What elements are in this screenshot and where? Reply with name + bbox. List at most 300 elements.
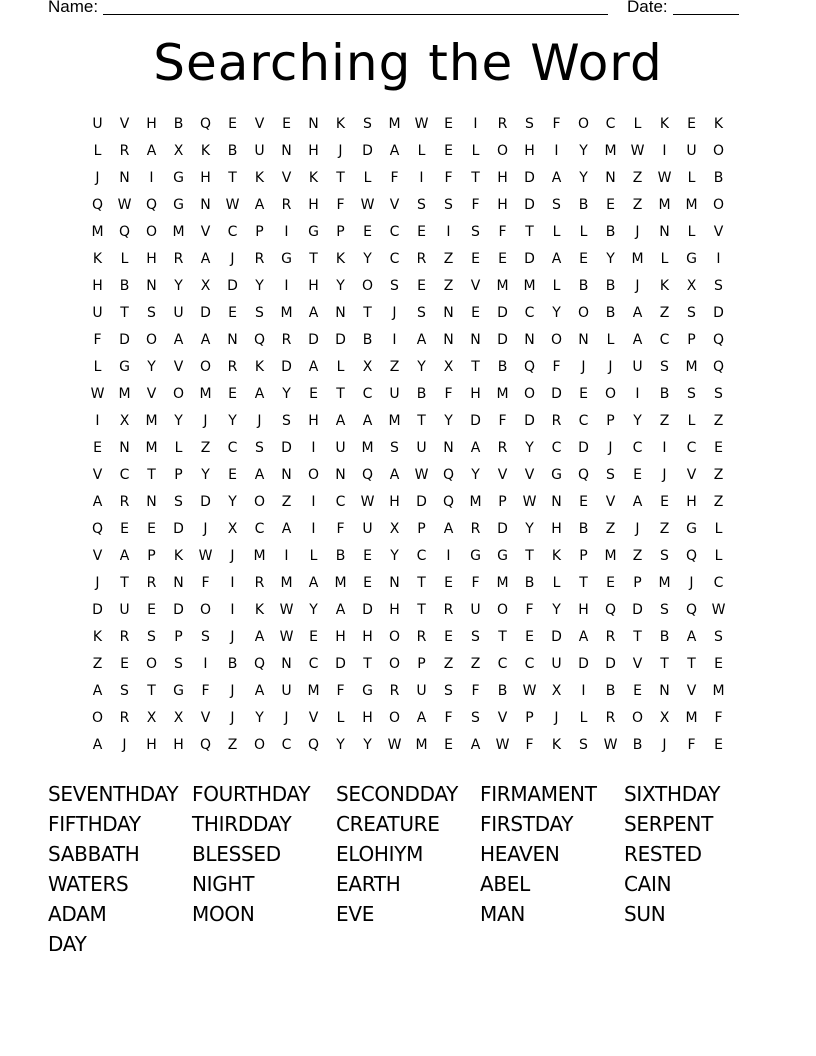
grid-letter[interactable]: M	[145, 440, 158, 456]
grid-letter[interactable]: I	[311, 440, 316, 456]
grid-letter[interactable]: K	[254, 602, 265, 618]
grid-letter[interactable]: A	[389, 143, 400, 159]
grid-letter[interactable]: R	[443, 602, 454, 618]
grid-letter[interactable]: E	[417, 224, 426, 240]
grid-letter[interactable]: J	[95, 575, 100, 591]
grid-letter[interactable]: V	[686, 467, 697, 483]
grid-letter[interactable]: I	[446, 548, 451, 564]
grid-letter[interactable]: O	[388, 656, 401, 672]
grid-letter[interactable]: T	[120, 575, 129, 591]
grid-letter[interactable]: M	[604, 548, 617, 564]
grid-letter[interactable]: R	[281, 332, 292, 348]
grid-letter[interactable]: M	[361, 440, 374, 456]
grid-letter[interactable]: J	[608, 440, 613, 456]
grid-letter[interactable]: V	[470, 278, 481, 294]
grid-letter[interactable]: O	[712, 197, 725, 213]
grid-letter[interactable]: E	[444, 116, 453, 132]
grid-letter[interactable]: H	[524, 143, 535, 159]
grid-letter[interactable]: G	[281, 251, 292, 267]
grid-letter[interactable]: D	[173, 521, 184, 537]
grid-letter[interactable]: O	[145, 224, 158, 240]
grid-letter[interactable]: E	[417, 278, 426, 294]
grid-letter[interactable]: U	[119, 602, 130, 618]
grid-letter[interactable]: F	[201, 575, 210, 591]
grid-letter[interactable]: I	[419, 170, 424, 186]
grid-letter[interactable]: Q	[253, 656, 266, 672]
grid-letter[interactable]: T	[336, 386, 345, 402]
grid-letter[interactable]: O	[496, 143, 509, 159]
grid-letter[interactable]: H	[173, 737, 184, 753]
grid-letter[interactable]: V	[281, 170, 292, 186]
grid-letter[interactable]: L	[552, 224, 561, 240]
grid-letter[interactable]: Z	[605, 521, 616, 537]
grid-letter[interactable]: S	[606, 467, 615, 483]
grid-letter[interactable]: J	[230, 629, 235, 645]
grid-letter[interactable]: G	[497, 548, 508, 564]
grid-letter[interactable]: E	[579, 386, 588, 402]
grid-letter[interactable]: D	[281, 440, 292, 456]
grid-letter[interactable]: A	[254, 197, 265, 213]
grid-letter[interactable]: B	[497, 359, 508, 375]
grid-letter[interactable]: H	[389, 494, 400, 510]
grid-letter[interactable]: T	[525, 224, 534, 240]
grid-letter[interactable]: Q	[523, 359, 536, 375]
grid-letter[interactable]: R	[605, 629, 616, 645]
grid-letter[interactable]: D	[497, 305, 508, 321]
grid-letter[interactable]: F	[471, 575, 480, 591]
grid-letter[interactable]: E	[363, 224, 372, 240]
grid-letter[interactable]: D	[92, 602, 103, 618]
grid-letter[interactable]: K	[335, 251, 346, 267]
grid-letter[interactable]: W	[279, 629, 294, 645]
grid-letter[interactable]: Z	[659, 305, 670, 321]
grid-letter[interactable]: H	[308, 278, 319, 294]
grid-letter[interactable]: A	[470, 737, 481, 753]
grid-letter[interactable]: D	[524, 251, 535, 267]
grid-letter[interactable]: C	[416, 548, 427, 564]
grid-letter[interactable]: H	[146, 737, 157, 753]
grid-letter[interactable]: Q	[361, 467, 374, 483]
grid-letter[interactable]: E	[471, 251, 480, 267]
grid-letter[interactable]: L	[687, 170, 696, 186]
grid-letter[interactable]: U	[173, 305, 184, 321]
grid-letter[interactable]: A	[92, 737, 103, 753]
grid-letter[interactable]: X	[362, 359, 373, 375]
grid-letter[interactable]: C	[308, 656, 319, 672]
grid-letter[interactable]: U	[281, 683, 292, 699]
grid-letter[interactable]: C	[335, 494, 346, 510]
grid-letter[interactable]: W	[360, 197, 375, 213]
grid-letter[interactable]: N	[443, 332, 454, 348]
grid-letter[interactable]: M	[307, 683, 320, 699]
grid-letter[interactable]: E	[606, 197, 615, 213]
grid-letter[interactable]: H	[470, 386, 481, 402]
grid-letter[interactable]: Y	[147, 359, 156, 375]
grid-letter[interactable]: L	[471, 143, 480, 159]
grid-letter[interactable]: C	[632, 440, 643, 456]
grid-letter[interactable]: W	[387, 737, 402, 753]
grid-letter[interactable]: E	[606, 575, 615, 591]
grid-letter[interactable]: L	[687, 224, 696, 240]
grid-letter[interactable]: T	[687, 656, 696, 672]
grid-letter[interactable]: F	[336, 521, 345, 537]
grid-letter[interactable]: S	[552, 197, 561, 213]
grid-letter[interactable]: D	[497, 332, 508, 348]
grid-letter[interactable]: E	[147, 521, 156, 537]
grid-letter[interactable]: N	[200, 197, 211, 213]
grid-letter[interactable]: J	[608, 359, 613, 375]
grid-letter[interactable]: D	[416, 494, 427, 510]
grid-letter[interactable]: A	[416, 332, 427, 348]
grid-letter[interactable]: I	[203, 656, 208, 672]
grid-letter[interactable]: I	[635, 386, 640, 402]
grid-letter[interactable]: K	[659, 116, 670, 132]
grid-letter[interactable]: A	[200, 332, 211, 348]
grid-letter[interactable]: A	[92, 683, 103, 699]
grid-letter[interactable]: O	[307, 467, 320, 483]
grid-letter[interactable]: M	[496, 575, 509, 591]
grid-letter[interactable]: N	[281, 656, 292, 672]
grid-letter[interactable]: W	[90, 386, 105, 402]
grid-letter[interactable]: W	[198, 548, 213, 564]
grid-letter[interactable]: F	[336, 197, 345, 213]
grid-letter[interactable]: F	[444, 710, 453, 726]
grid-letter[interactable]: D	[362, 143, 373, 159]
grid-letter[interactable]: N	[443, 440, 454, 456]
grid-letter[interactable]: E	[363, 575, 372, 591]
grid-letter[interactable]: A	[254, 467, 265, 483]
grid-letter[interactable]: C	[578, 413, 589, 429]
grid-letter[interactable]: C	[713, 575, 724, 591]
grid-letter[interactable]: D	[497, 521, 508, 537]
grid-letter[interactable]: D	[362, 602, 373, 618]
grid-letter[interactable]: Y	[255, 710, 264, 726]
grid-letter[interactable]: A	[281, 521, 292, 537]
grid-letter[interactable]: B	[605, 278, 616, 294]
grid-letter[interactable]: T	[417, 413, 426, 429]
grid-letter[interactable]: D	[200, 494, 211, 510]
grid-letter[interactable]: M	[523, 278, 536, 294]
grid-letter[interactable]: C	[227, 440, 238, 456]
grid-letter[interactable]: W	[117, 197, 132, 213]
grid-letter[interactable]: K	[92, 251, 103, 267]
grid-letter[interactable]: P	[579, 548, 588, 564]
grid-letter[interactable]: E	[714, 656, 723, 672]
grid-letter[interactable]: F	[471, 683, 480, 699]
grid-letter[interactable]: U	[416, 440, 427, 456]
grid-letter[interactable]: A	[443, 521, 454, 537]
grid-letter[interactable]: J	[338, 143, 343, 159]
grid-letter[interactable]: E	[633, 683, 642, 699]
grid-letter[interactable]: H	[497, 197, 508, 213]
grid-letter[interactable]: Y	[525, 521, 534, 537]
grid-letter[interactable]: T	[417, 602, 426, 618]
grid-letter[interactable]: T	[147, 467, 156, 483]
grid-letter[interactable]: E	[471, 305, 480, 321]
grid-letter[interactable]: D	[335, 332, 346, 348]
grid-letter[interactable]: A	[119, 548, 130, 564]
grid-letter[interactable]: S	[147, 629, 156, 645]
grid-letter[interactable]: I	[716, 251, 721, 267]
grid-letter[interactable]: M	[199, 386, 212, 402]
grid-letter[interactable]: C	[254, 521, 265, 537]
grid-letter[interactable]: Y	[552, 602, 561, 618]
grid-letter[interactable]: N	[335, 467, 346, 483]
grid-letter[interactable]: H	[92, 278, 103, 294]
grid-letter[interactable]: G	[686, 251, 697, 267]
grid-letter[interactable]: J	[635, 278, 640, 294]
grid-letter[interactable]: B	[173, 116, 184, 132]
grid-letter[interactable]: V	[200, 710, 211, 726]
grid-letter[interactable]: O	[604, 386, 617, 402]
grid-letter[interactable]: L	[336, 710, 345, 726]
grid-letter[interactable]: K	[713, 116, 724, 132]
grid-letter[interactable]: Q	[685, 602, 698, 618]
grid-letter[interactable]: M	[685, 710, 698, 726]
grid-letter[interactable]: O	[523, 386, 536, 402]
grid-letter[interactable]: J	[230, 683, 235, 699]
grid-letter[interactable]: L	[174, 440, 183, 456]
grid-letter[interactable]: O	[172, 386, 185, 402]
grid-letter[interactable]: S	[417, 197, 426, 213]
grid-letter[interactable]: K	[551, 737, 562, 753]
grid-letter[interactable]: H	[389, 602, 400, 618]
grid-letter[interactable]: C	[686, 440, 697, 456]
grid-letter[interactable]: Y	[201, 467, 210, 483]
grid-letter[interactable]: F	[552, 359, 561, 375]
grid-letter[interactable]: J	[662, 467, 667, 483]
grid-letter[interactable]: H	[335, 629, 346, 645]
grid-letter[interactable]: B	[362, 332, 373, 348]
grid-letter[interactable]: D	[605, 656, 616, 672]
grid-letter[interactable]: E	[687, 116, 696, 132]
grid-letter[interactable]: U	[416, 683, 427, 699]
grid-letter[interactable]: B	[578, 278, 589, 294]
grid-letter[interactable]: T	[228, 170, 237, 186]
grid-letter[interactable]: E	[309, 629, 318, 645]
grid-letter[interactable]: R	[281, 197, 292, 213]
grid-letter[interactable]: H	[200, 170, 211, 186]
grid-letter[interactable]: D	[524, 197, 535, 213]
grid-letter[interactable]: Y	[174, 413, 183, 429]
grid-letter[interactable]: F	[498, 224, 507, 240]
grid-letter[interactable]: T	[633, 629, 642, 645]
grid-letter[interactable]: L	[633, 116, 642, 132]
grid-letter[interactable]: Y	[363, 737, 372, 753]
grid-letter[interactable]: S	[201, 629, 210, 645]
grid-letter[interactable]: E	[444, 143, 453, 159]
grid-letter[interactable]: X	[173, 710, 184, 726]
grid-letter[interactable]: Z	[632, 197, 643, 213]
grid-letter[interactable]: V	[92, 548, 103, 564]
grid-letter[interactable]: S	[471, 710, 480, 726]
grid-letter[interactable]: R	[146, 575, 157, 591]
grid-letter[interactable]: X	[443, 359, 454, 375]
grid-letter[interactable]: N	[281, 143, 292, 159]
grid-letter[interactable]: M	[334, 575, 347, 591]
grid-letter[interactable]: Z	[659, 521, 670, 537]
grid-letter[interactable]: V	[146, 386, 157, 402]
grid-letter[interactable]: O	[631, 710, 644, 726]
grid-letter[interactable]: T	[579, 575, 588, 591]
grid-letter[interactable]: W	[711, 602, 726, 618]
grid-letter[interactable]: C	[659, 332, 670, 348]
grid-letter[interactable]: M	[685, 197, 698, 213]
grid-letter[interactable]: J	[635, 521, 640, 537]
grid-letter[interactable]: A	[551, 251, 562, 267]
grid-letter[interactable]: Y	[228, 413, 237, 429]
grid-letter[interactable]: H	[551, 521, 562, 537]
grid-letter[interactable]: G	[119, 359, 130, 375]
grid-letter[interactable]: P	[687, 332, 696, 348]
grid-letter[interactable]: A	[308, 359, 319, 375]
grid-letter[interactable]: L	[309, 548, 318, 564]
grid-letter[interactable]: M	[415, 737, 428, 753]
grid-letter[interactable]: G	[470, 548, 481, 564]
grid-letter[interactable]: H	[497, 170, 508, 186]
grid-letter[interactable]: C	[281, 737, 292, 753]
grid-letter[interactable]: F	[444, 170, 453, 186]
grid-letter[interactable]: A	[389, 467, 400, 483]
grid-letter[interactable]: J	[122, 737, 127, 753]
grid-letter[interactable]: U	[470, 602, 481, 618]
grid-letter[interactable]: L	[606, 332, 615, 348]
grid-letter[interactable]: B	[119, 278, 130, 294]
grid-letter[interactable]: M	[91, 224, 104, 240]
grid-letter[interactable]: D	[173, 602, 184, 618]
grid-letter[interactable]: T	[660, 656, 669, 672]
grid-letter[interactable]: A	[92, 494, 103, 510]
grid-letter[interactable]: N	[146, 278, 157, 294]
grid-letter[interactable]: V	[497, 710, 508, 726]
grid-letter[interactable]: N	[443, 305, 454, 321]
grid-letter[interactable]: G	[173, 197, 184, 213]
grid-letter[interactable]: R	[605, 710, 616, 726]
grid-letter[interactable]: P	[174, 467, 183, 483]
grid-letter[interactable]: S	[147, 305, 156, 321]
grid-letter[interactable]: O	[577, 305, 590, 321]
grid-letter[interactable]: A	[335, 413, 346, 429]
grid-letter[interactable]: E	[498, 251, 507, 267]
grid-letter[interactable]: S	[660, 359, 669, 375]
grid-letter[interactable]: B	[659, 629, 670, 645]
grid-letter[interactable]: M	[496, 278, 509, 294]
grid-letter[interactable]: Y	[471, 467, 480, 483]
grid-letter[interactable]: K	[551, 548, 562, 564]
grid-letter[interactable]: M	[658, 197, 671, 213]
grid-letter[interactable]: Q	[442, 467, 455, 483]
grid-letter[interactable]: X	[146, 710, 157, 726]
grid-letter[interactable]: O	[550, 332, 563, 348]
grid-letter[interactable]: O	[577, 116, 590, 132]
grid-letter[interactable]: H	[308, 413, 319, 429]
grid-letter[interactable]: N	[389, 575, 400, 591]
grid-letter[interactable]: Y	[255, 278, 264, 294]
grid-letter[interactable]: Y	[282, 386, 291, 402]
grid-letter[interactable]: R	[254, 251, 265, 267]
grid-letter[interactable]: X	[173, 143, 184, 159]
grid-letter[interactable]: I	[446, 224, 451, 240]
grid-letter[interactable]: Z	[659, 413, 670, 429]
grid-letter[interactable]: Z	[470, 656, 481, 672]
grid-letter[interactable]: V	[713, 224, 724, 240]
grid-letter[interactable]: A	[632, 332, 643, 348]
grid-letter[interactable]: Q	[577, 467, 590, 483]
grid-letter[interactable]: N	[605, 170, 616, 186]
grid-letter[interactable]: H	[146, 251, 157, 267]
grid-letter[interactable]: M	[280, 575, 293, 591]
grid-letter[interactable]: M	[172, 224, 185, 240]
grid-letter[interactable]: M	[658, 575, 671, 591]
grid-letter[interactable]: A	[308, 575, 319, 591]
grid-letter[interactable]: M	[604, 143, 617, 159]
grid-letter[interactable]: E	[228, 305, 237, 321]
grid-letter[interactable]: Z	[443, 251, 454, 267]
grid-letter[interactable]: E	[633, 467, 642, 483]
grid-letter[interactable]: S	[255, 440, 264, 456]
grid-letter[interactable]: M	[253, 548, 266, 564]
grid-letter[interactable]: U	[254, 143, 265, 159]
grid-letter[interactable]: F	[525, 602, 534, 618]
grid-letter[interactable]: C	[227, 224, 238, 240]
grid-letter[interactable]: L	[660, 251, 669, 267]
grid-letter[interactable]: J	[230, 251, 235, 267]
grid-letter[interactable]: I	[284, 548, 289, 564]
grid-letter[interactable]: A	[632, 305, 643, 321]
grid-letter[interactable]: Z	[92, 656, 103, 672]
grid-letter[interactable]: D	[551, 629, 562, 645]
grid-letter[interactable]: I	[581, 683, 586, 699]
grid-letter[interactable]: L	[714, 521, 723, 537]
grid-letter[interactable]: P	[417, 656, 426, 672]
grid-letter[interactable]: G	[173, 683, 184, 699]
grid-letter[interactable]: M	[145, 413, 158, 429]
grid-letter[interactable]: V	[389, 197, 400, 213]
grid-letter[interactable]: B	[416, 386, 427, 402]
grid-letter[interactable]: L	[714, 548, 723, 564]
grid-letter[interactable]: C	[605, 116, 616, 132]
grid-letter[interactable]: N	[173, 575, 184, 591]
grid-letter[interactable]: D	[470, 413, 481, 429]
grid-letter[interactable]: Y	[525, 440, 534, 456]
grid-letter[interactable]: M	[496, 386, 509, 402]
grid-letter[interactable]: V	[92, 467, 103, 483]
grid-letter[interactable]: A	[308, 305, 319, 321]
grid-letter[interactable]: N	[470, 332, 481, 348]
grid-letter[interactable]: E	[444, 737, 453, 753]
grid-letter[interactable]: I	[662, 440, 667, 456]
grid-letter[interactable]: T	[471, 359, 480, 375]
grid-letter[interactable]: E	[363, 548, 372, 564]
grid-letter[interactable]: Q	[712, 359, 725, 375]
grid-letter[interactable]: I	[311, 521, 316, 537]
grid-letter[interactable]: P	[525, 710, 534, 726]
grid-letter[interactable]: R	[416, 251, 427, 267]
grid-letter[interactable]: W	[414, 467, 429, 483]
grid-letter[interactable]: W	[360, 494, 375, 510]
grid-letter[interactable]: S	[525, 116, 534, 132]
grid-letter[interactable]: S	[714, 629, 723, 645]
grid-letter[interactable]: P	[498, 494, 507, 510]
grid-letter[interactable]: P	[255, 224, 264, 240]
grid-letter[interactable]: J	[554, 710, 559, 726]
grid-letter[interactable]: B	[227, 656, 238, 672]
grid-letter[interactable]: B	[335, 548, 346, 564]
grid-letter[interactable]: T	[363, 305, 372, 321]
grid-letter[interactable]: Y	[336, 737, 345, 753]
grid-letter[interactable]: E	[444, 629, 453, 645]
grid-letter[interactable]: H	[578, 602, 589, 618]
